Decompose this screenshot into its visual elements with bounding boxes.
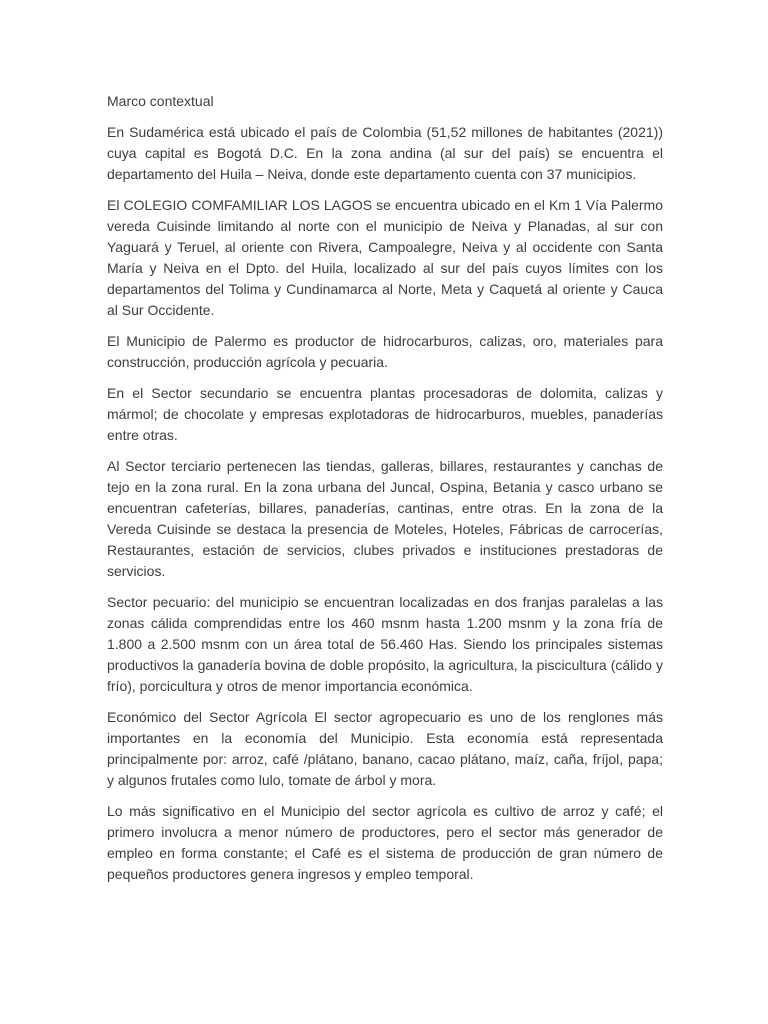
document-heading: Marco contextual	[107, 93, 214, 109]
paragraph-colegio-ubicacion: El COLEGIO COMFAMILIAR LOS LAGOS se encuentra ubicado en el Km 1 Vía Palermo vereda Cuisinde limitando al norte con el municipio de Neiva y Planadas, al sur con Yaguará y Teruel, al oriente con Rivera, Campoalegre, Neiva y al occidente con Santa María y Neiva en el Dpto. del Huila, localizado al sur del país cuyos límites con los departamentos del Tolima y Cundinamarca al Norte, Meta y Caquetá al oriente y Cauca al Sur Occidente.	[107, 197, 663, 318]
paragraph-cultivos-significativos: Lo más significativo en el Municipio del sector agrícola es cultivo de arroz y café; el primero involucra a menor número de productores, pero el sector más generador de empleo en forma constante; el Café es el sistema de producción de gran número de pequeños productores genera ingresos y empleo temporal.	[107, 803, 663, 882]
text-column	[107, 91, 663, 885]
paragraph-intro-colombia: En Sudamérica está ubicado el país de Colombia (51,52 millones de habitantes (2021)) cuya capital es Bogotá D.C. En la zona andina (al sur del país) se encuentra el departamento del Huila – Neiva, donde este departamento cuenta con 37 municipios.	[107, 124, 663, 182]
paragraph-economico-agricola: Económico del Sector Agrícola El sector agropecuario es uno de los renglones más importantes en la economía del Municipio. Esta economía está representada principalmente por: arroz, café /plátano, banano, cacao plátano, maíz, caña, fríjol, papa; y algunos frutales como lulo, tomate de árbol y mora.	[107, 709, 663, 788]
paragraph-sector-pecuario: Sector pecuario: del municipio se encuentran localizadas en dos franjas paralelas a las zonas cálida comprendidas entre los 460 msnm hasta 1.200 msnm y la zona fría de 1.800 a 2.500 msnm con un área total de 56.460 Has. Siendo los principales sistemas productivos la ganadería bovina de doble propósito, la agricultura, la piscicultura (cálido y frío), porcicultura y otros de menor importancia económica.	[107, 594, 663, 694]
paragraph-sector-terciario: Al Sector terciario pertenecen las tiendas, galleras, billares, restaurantes y canchas de tejo en la zona rural. En la zona urbana del Juncal, Ospina, Betania y casco urbano se encuentran cafeterías, billares, panaderías, cantinas, entre otras. En la zona de la Vereda Cuisinde se destaca la presencia de Moteles, Hoteles, Fábricas de carrocerías, Restaurantes, estación de servicios, clubes privados e instituciones prestadoras de servicios.	[107, 458, 663, 579]
paragraph-sector-secundario: En el Sector secundario se encuentra plantas procesadoras de dolomita, calizas y mármol; de chocolate y empresas explotadoras de hidrocarburos, muebles, panaderías entre otras.	[107, 385, 663, 443]
paragraph-municipio-palermo: El Municipio de Palermo es productor de hidrocarburos, calizas, oro, materiales para construcción, producción agrícola y pecuaria.	[107, 333, 663, 370]
